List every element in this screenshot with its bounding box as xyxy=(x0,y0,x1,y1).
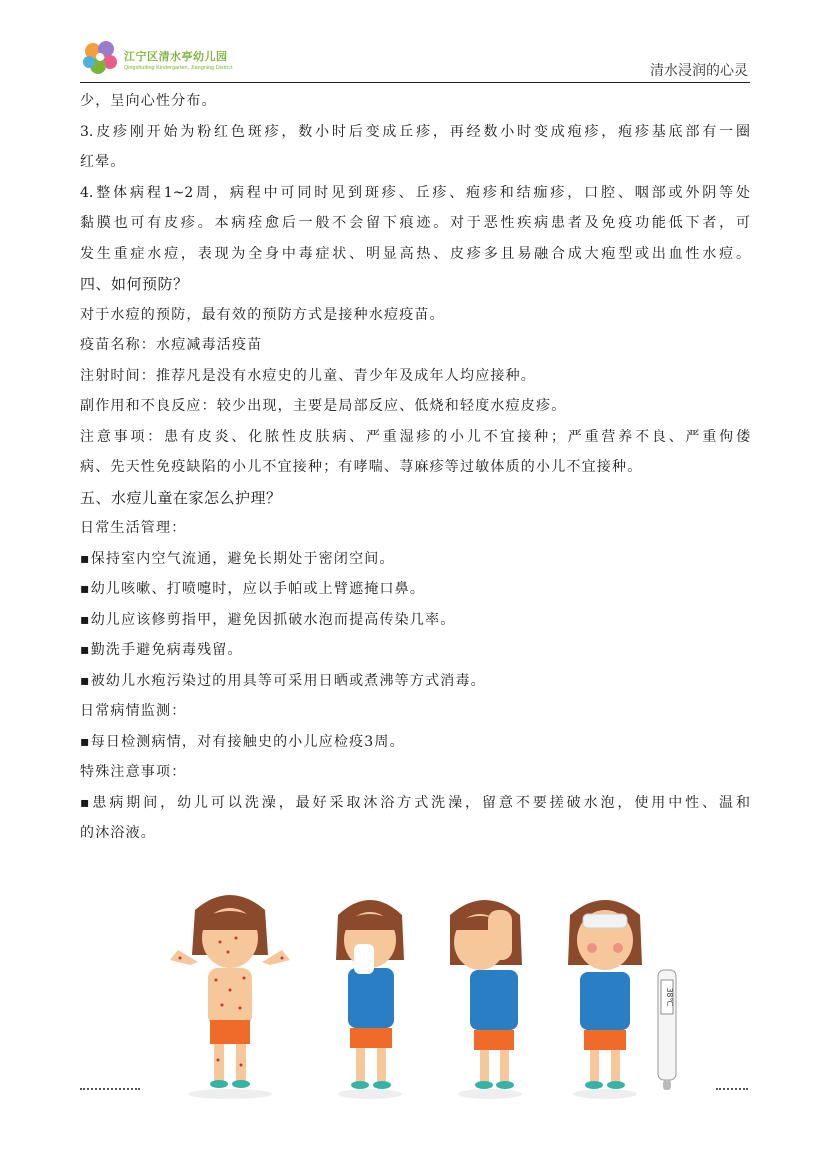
paragraph-line: 少，呈向心性分布。 xyxy=(80,93,217,109)
header-divider xyxy=(80,82,750,83)
paragraph-line: 的沐浴液。 xyxy=(80,825,156,841)
header-slogan: 清水浸润的心灵 xyxy=(650,63,748,79)
logo-text xyxy=(124,48,233,71)
paragraph-line: 特殊注意事项： xyxy=(80,764,187,780)
paragraph-line: 注射时间：推荐凡是没有水痘史的儿童、青少年及成年人均应接种。 xyxy=(80,367,536,384)
logo-name-cn: 江宁区清水亭幼儿园 xyxy=(124,50,228,63)
paragraph-line: 发生重症水痘，表现为全身中毒症状、明显高热、皮疹多且易融合成大疱型或出血性水痘。 xyxy=(80,245,750,262)
paragraph-line: ▪保持室内空气流通，避免长期处于密闭空间。 xyxy=(80,550,395,567)
document-body xyxy=(80,86,750,849)
page-header xyxy=(80,36,750,84)
logo-name-en: Qingshuiting Kindergarten, Jiangning District xyxy=(124,65,233,71)
paragraph-line: 日常病情监测： xyxy=(80,703,187,719)
section-heading: 五、水痘儿童在家怎么护理？ xyxy=(80,488,282,507)
paragraph-line: 对于水痘的预防，最有效的预防方式是接种水痘疫苗。 xyxy=(80,306,445,323)
child-with-headache-figure xyxy=(450,900,522,1099)
paragraph-line: ▪被幼儿水疱污染过的用具等可采用日晒或煮沸等方式消毒。 xyxy=(80,672,486,689)
child-sneezing-figure xyxy=(336,900,404,1099)
paragraph-line: 副作用和不良反应：较少出现，主要是局部反应、低烧和轻度水痘皮疹。 xyxy=(80,398,567,414)
paragraph-line: 注意事项：患有皮炎、化脓性皮肤病、严重湿疹的小儿不宜接种；严重营养不良、严重佝偻 xyxy=(80,428,750,445)
thermometer-icon xyxy=(658,970,676,1090)
footer-dotted-line-right xyxy=(716,1088,748,1090)
paragraph-line: ▪勤洗手避免病毒残留。 xyxy=(80,642,243,658)
child-with-rash-figure xyxy=(170,895,290,1099)
paragraph-line: 3.皮疹刚开始为粉红色斑疹，数小时后变成丘疹，再经数小时变成疱疹，疱疹基底部有一圈 xyxy=(80,123,750,140)
child-with-fever-figure xyxy=(568,900,642,1099)
sick-children-illustration xyxy=(150,880,690,1100)
paragraph-line: ▪每日检测病情，对有接触史的小儿应检疫3周。 xyxy=(80,733,405,750)
paragraph-line: ▪患病期间，幼儿可以洗澡，最好采取沐浴方式洗澡，留意不要搓破水泡，使用中性、温和 xyxy=(80,794,750,811)
paragraph-line: 日常生活管理： xyxy=(80,520,187,536)
paragraph-line: 红晕。 xyxy=(80,154,126,170)
section-heading: 四、如何预防？ xyxy=(80,275,189,293)
paragraph-line: 疫苗名称：水痘减毒活疫苗 xyxy=(80,337,263,353)
paragraph-line: ▪幼儿应该修剪指甲，避免因抓破水泡而提高传染几率。 xyxy=(80,611,456,628)
kindergarten-logo-icon xyxy=(80,38,120,78)
paragraph-line: ▪幼儿咳嗽、打喷嚏时，应以手帕或上臂遮掩口鼻。 xyxy=(80,581,426,597)
footer-dotted-line-left xyxy=(80,1088,140,1090)
thermometer-reading: 38℃ xyxy=(665,987,674,1007)
paragraph-line: 病、先天性免疫缺陷的小儿不宜接种；有哮喘、荨麻疹等过敏体质的小儿不宜接种。 xyxy=(80,459,643,475)
paragraph-line: 4.整体病程1~2周，病程中可同时见到斑疹、丘疹、疱疹和结痂疹，口腔、咽部或外阴等处 xyxy=(80,184,750,201)
paragraph-line: 黏膜也可有皮疹。本病痊愈后一般不会留下痕迹。对于恶性疾病患者及免疫功能低下者，可 xyxy=(80,215,750,231)
